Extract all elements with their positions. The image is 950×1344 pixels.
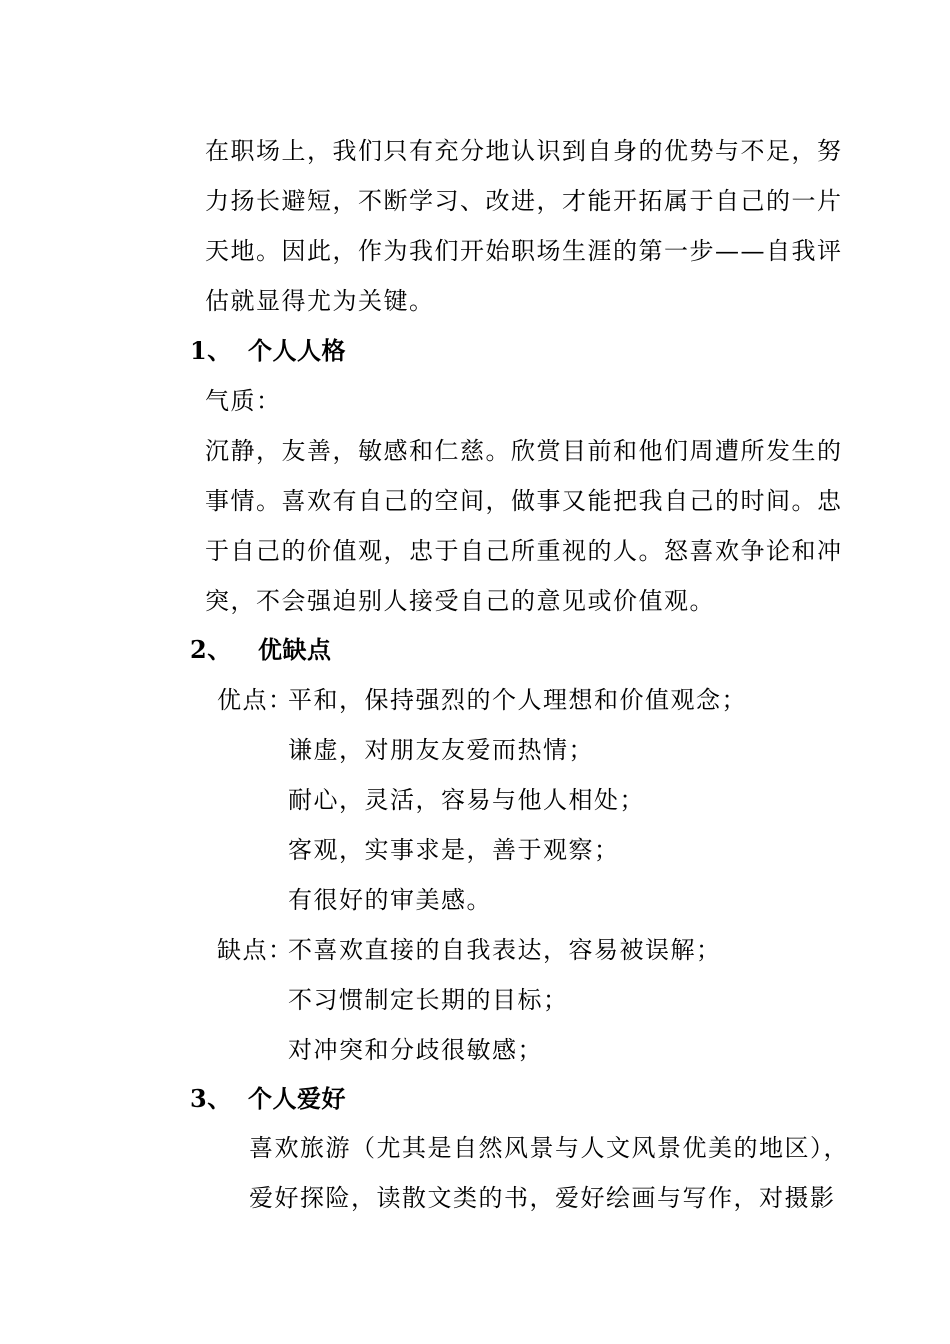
weakness-item-2: 不习惯制定长期的目标； [288, 986, 569, 1014]
strength-item-4: 客观，实事求是，善于观察； [288, 836, 620, 864]
intro-line-4: 估就显得尤为关键。 [205, 287, 435, 315]
strength-item-2: 谦虚，对朋友友爱而热情； [288, 736, 594, 764]
section-2-heading [190, 635, 332, 665]
section-1-line-1: 沉静，友善，敏感和仁慈。欣赏目前和他们周遭所发生的 [205, 437, 843, 465]
intro-line-2: 力扬长避短，不断学习、改进，才能开拓属于自己的一片 [205, 187, 843, 215]
section-1-line-2: 事情。喜欢有自己的空间，做事又能把我自己的时间。忠 [205, 487, 843, 515]
weaknesses-label: 缺点： [217, 936, 294, 964]
strength-item-5: 有很好的审美感。 [288, 886, 492, 914]
section-3-number: 3、 [190, 1084, 232, 1113]
intro-line-1: 在职场上，我们只有充分地认识到自身的优势与不足，努 [205, 137, 843, 165]
weakness-item-3: 对冲突和分歧很敏感； [288, 1036, 543, 1064]
section-1-label: 气质： [205, 387, 282, 415]
weakness-item-1: 不喜欢直接的自我表达，容易被误解； [288, 936, 722, 964]
section-2-title: 优缺点 [258, 635, 332, 664]
strength-item-1: 平和，保持强烈的个人理想和价值观念； [288, 686, 747, 714]
section-1-line-4: 突，不会强迫别人接受自己的意见或价值观。 [205, 587, 715, 615]
section-1-heading [190, 336, 346, 366]
section-1-title: 个人人格 [248, 336, 346, 365]
section-3-line-2: 爱好探险，读散文类的书，爱好绘画与写作，对摄影 [249, 1184, 836, 1212]
section-1-line-3: 于自己的价值观，忠于自己所重视的人。怒喜欢争论和冲 [205, 537, 843, 565]
intro-line-3: 天地。因此，作为我们开始职场生涯的第一步——自我评 [205, 237, 843, 265]
section-2-number: 2、 [190, 635, 232, 664]
section-3-line-1: 喜欢旅游（尤其是自然风景与人文风景优美的地区）， [249, 1134, 849, 1162]
strengths-label: 优点： [217, 686, 294, 714]
strength-item-3: 耐心，灵活，容易与他人相处； [288, 786, 645, 814]
section-3-title: 个人爱好 [248, 1084, 346, 1113]
section-3-heading [190, 1084, 346, 1114]
section-1-number: 1、 [190, 336, 232, 365]
